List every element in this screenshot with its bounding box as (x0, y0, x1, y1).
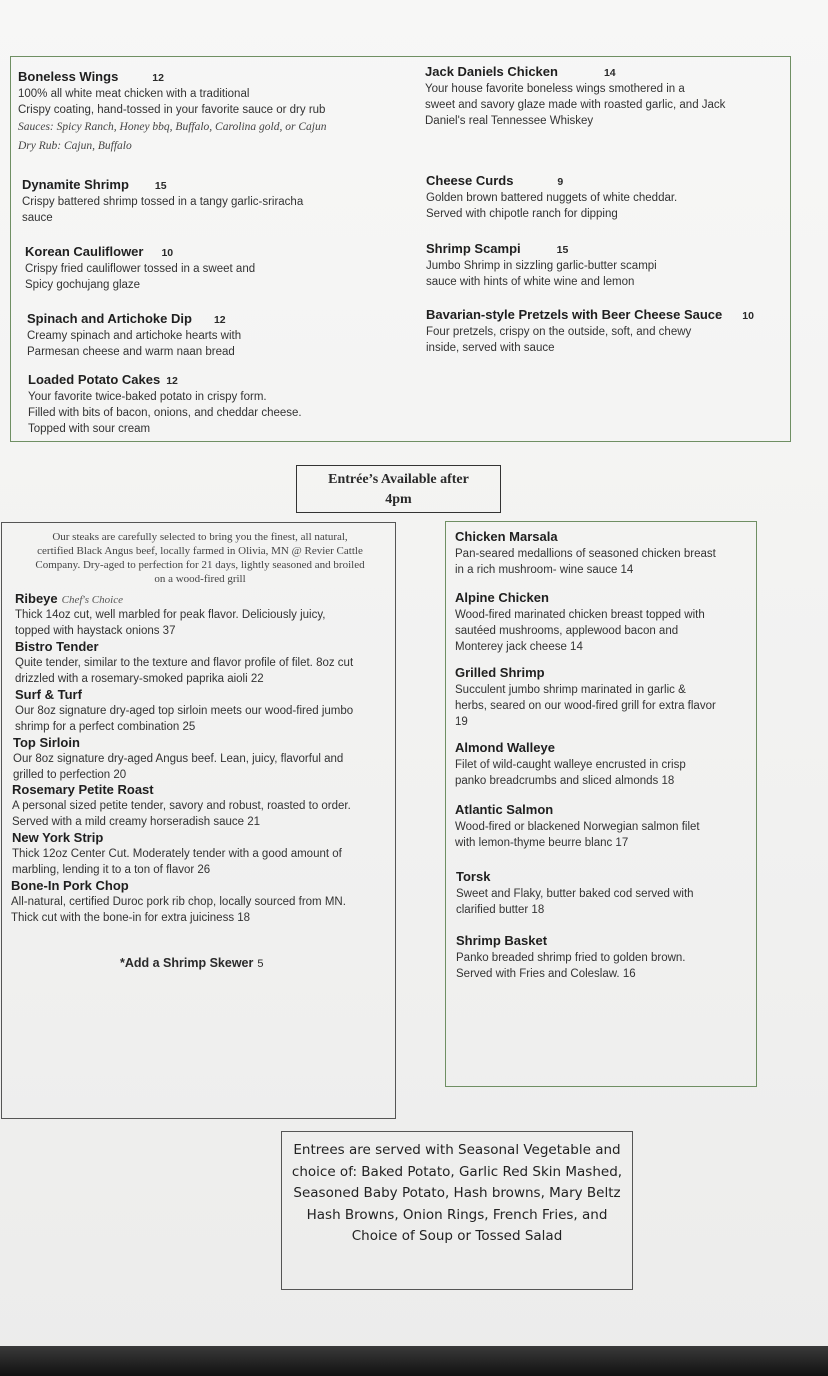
item-name: Top Sirloin (13, 735, 80, 750)
menu-item (455, 664, 755, 730)
item-sauces: Sauces: Spicy Ranch, Honey bbq, Buffalo, Carolina gold, or Cajun (18, 121, 327, 133)
item-desc: grilled to perfection 20 (13, 768, 127, 781)
item-desc: Pan-seared medallions of seasoned chicken breast (455, 548, 716, 560)
item-desc: with lemon-thyme beurre blanc 17 (455, 837, 629, 849)
item-desc: Thick 14oz cut, well marbled for peak flavor. Deliciously juicy, (15, 609, 326, 621)
item-desc: inside, served with sauce (426, 342, 555, 354)
item-desc: sauce with hints of white wine and lemon (426, 276, 635, 288)
item-name: Dynamite Shrimp (22, 177, 129, 192)
steaks-intro: Our steaks are carefully selected to bring you the finest, all natural, (52, 531, 348, 543)
item-desc: clarified butter 18 (456, 904, 545, 916)
menu-item (455, 739, 755, 789)
item-desc: Succulent jumbo shrimp marinated in garlic & (455, 684, 686, 696)
menu-item (13, 734, 393, 783)
item-name: Almond Walleye (455, 740, 555, 755)
item-name: Cheese Curds (426, 173, 514, 188)
item-price: 15 (556, 244, 569, 256)
item-desc: Served with a mild creamy horseradish sauce 21 (12, 815, 261, 828)
chefs-choice-tag: Chef's Choice (61, 594, 123, 606)
item-name: Torsk (456, 869, 491, 884)
item-name: Shrimp Scampi (426, 241, 521, 256)
item-name: Surf & Turf (15, 687, 82, 702)
menu-item (426, 240, 786, 290)
menu-item (11, 877, 391, 926)
item-desc: 19 (455, 716, 468, 728)
menu-item (455, 801, 755, 851)
item-desc: Creamy spinach and artichoke hearts with (27, 330, 242, 342)
item-name: Ribeye (15, 591, 58, 606)
item-desc: Four pretzels, crispy on the outside, soft, and chewy (426, 326, 692, 338)
item-desc: topped with haystack onions 37 (15, 624, 176, 637)
item-desc: Thick cut with the bone-in for extra juiciness 18 (11, 911, 251, 924)
item-desc: herbs, seared on our wood-fired grill for extra flavor (455, 700, 716, 712)
item-desc: sweet and savory glaze made with roasted garlic, and Jack (425, 99, 726, 111)
item-name: Bistro Tender (15, 639, 99, 654)
item-name: Loaded Potato Cakes (28, 372, 161, 387)
addon-price: 5 (257, 958, 264, 970)
item-desc: Monterey jack cheese 14 (455, 641, 583, 653)
item-name: Chicken Marsala (455, 529, 558, 544)
item-price: 10 (742, 310, 754, 322)
menu-item (25, 243, 405, 293)
steaks-intro: on a wood-fired grill (154, 573, 246, 585)
item-name: Bone-In Pork Chop (11, 878, 129, 893)
item-desc: Thick 12oz Center Cut. Moderately tender with a good amount of (12, 848, 342, 860)
item-name: New York Strip (12, 830, 104, 845)
item-desc: Our 8oz signature dry-aged top sirloin meets our wood-fired jumbo (15, 705, 354, 717)
menu-item (12, 781, 394, 830)
item-desc: Spicy gochujang glaze (25, 279, 141, 291)
menu-item (15, 590, 395, 639)
menu-item (426, 172, 786, 222)
item-desc: Crispy battered shrimp tossed in a tangy garlic-sriracha (22, 196, 304, 208)
menu-item (28, 371, 408, 437)
item-name: Grilled Shrimp (455, 665, 545, 680)
item-price: 12 (166, 375, 178, 387)
shrimp-skewer-addon (120, 956, 264, 970)
menu-item (456, 932, 756, 982)
menu-item (12, 829, 392, 878)
item-desc: Golden brown battered nuggets of white cheddar. (426, 192, 678, 204)
addon-label: *Add a Shrimp Skewer (120, 956, 254, 970)
entree-availability-banner (296, 465, 501, 513)
menu-item (22, 176, 402, 226)
item-price: 10 (161, 247, 174, 259)
item-desc: Filled with bits of bacon, onions, and cheddar cheese. (28, 407, 302, 419)
item-desc: panko breadcrumbs and sliced almonds 18 (455, 775, 675, 787)
item-name: Atlantic Salmon (455, 802, 554, 817)
item-name: Bavarian-style Pretzels with Beer Cheese Sauce (426, 307, 723, 322)
item-desc: shrimp for a perfect combination 25 (15, 720, 196, 733)
banner-line: Entrée’s Available after (328, 472, 469, 487)
item-desc: Quite tender, similar to the texture and flavor profile of filet. 8oz cut (15, 657, 354, 669)
page-edge-shadow (0, 1346, 828, 1376)
item-desc: Crispy coating, hand-tossed in your favorite sauce or dry rub (18, 104, 326, 116)
item-price: 14 (603, 67, 616, 79)
item-name: Alpine Chicken (455, 590, 549, 605)
item-name: Spinach and Artichoke Dip (27, 311, 192, 326)
item-desc: Served with chipotle ranch for dipping (426, 208, 618, 220)
menu-item (15, 686, 395, 735)
item-desc: sautéed mushrooms, applewood bacon and (455, 625, 679, 637)
item-desc: All-natural, certified Duroc pork rib chop, locally sourced from MN. (11, 896, 346, 908)
menu-item (18, 68, 398, 156)
item-desc: Parmesan cheese and warm naan bread (27, 346, 235, 358)
item-price: 9 (557, 176, 564, 188)
item-name: Boneless Wings (18, 69, 119, 84)
item-desc: Topped with sour cream (28, 423, 151, 435)
item-desc: sauce (22, 212, 53, 224)
item-desc: marbling, lending it to a ton of flavor 26 (12, 863, 211, 876)
item-name: Shrimp Basket (456, 933, 548, 948)
item-desc: Crispy fried cauliflower tossed in a sweet and (25, 263, 256, 275)
item-desc: Your favorite twice-baked potato in crispy form. (28, 391, 267, 403)
menu-item (27, 310, 407, 360)
banner-line: 4pm (385, 492, 412, 507)
item-desc: drizzled with a rosemary-smoked paprika aioli 22 (15, 672, 264, 685)
menu-item (15, 638, 395, 687)
item-desc: Jumbo Shrimp in sizzling garlic-butter scampi (426, 260, 657, 272)
item-desc: A personal sized petite tender, savory and robust, roasted to order. (12, 800, 351, 812)
item-price: 12 (152, 72, 164, 84)
item-price: 12 (213, 314, 226, 326)
item-name: Jack Daniels Chicken (425, 64, 558, 79)
steaks-intro: Company. Dry-aged to perfection for 21 days, lightly seasoned and broiled (35, 559, 365, 571)
menu-item (425, 63, 785, 129)
item-desc: Panko breaded shrimp fried to golden brown. (456, 952, 686, 964)
item-desc: Filet of wild-caught walleye encrusted in crisp (455, 759, 686, 771)
item-price: 15 (154, 180, 167, 192)
steaks-intro: certified Black Angus beef, locally farmed in Olivia, MN @ Revier Cattle (37, 545, 363, 557)
item-desc: Wood-fired or blackened Norwegian salmon filet (455, 821, 700, 833)
item-desc: Your house favorite boneless wings smothered in a (425, 83, 685, 95)
item-name: Rosemary Petite Roast (12, 782, 154, 797)
steaks-section (10, 530, 390, 586)
item-desc: 100% all white meat chicken with a traditional (18, 88, 250, 100)
item-desc: Daniel's real Tennessee Whiskey (425, 115, 594, 127)
item-desc: Our 8oz signature dry-aged Angus beef. Lean, juicy, flavorful and (13, 753, 344, 765)
menu-item (456, 868, 756, 918)
menu-item (455, 589, 755, 655)
menu-item (426, 306, 788, 356)
menu-item (455, 528, 755, 578)
item-desc: Served with Fries and Coleslaw. 16 (456, 968, 636, 980)
entree-sides-note: Entrees are served with Seasonal Vegetable and choice of: Baked Potato, Garlic Red Skin Mashed, Seasoned Baby Potato, Hash browns, Mary Beltz Hash Browns, Onion Rings, French Fries, and Choice of Soup or Tossed Salad (281, 1131, 633, 1290)
item-desc: Wood-fired marinated chicken breast topped with (455, 609, 705, 621)
item-dry-rub: Dry Rub: Cajun, Buffalo (18, 140, 132, 152)
item-desc: in a rich mushroom- wine sauce 14 (455, 564, 634, 576)
item-desc: Sweet and Flaky, butter baked cod served with (456, 888, 694, 900)
item-name: Korean Cauliflower (25, 244, 144, 259)
